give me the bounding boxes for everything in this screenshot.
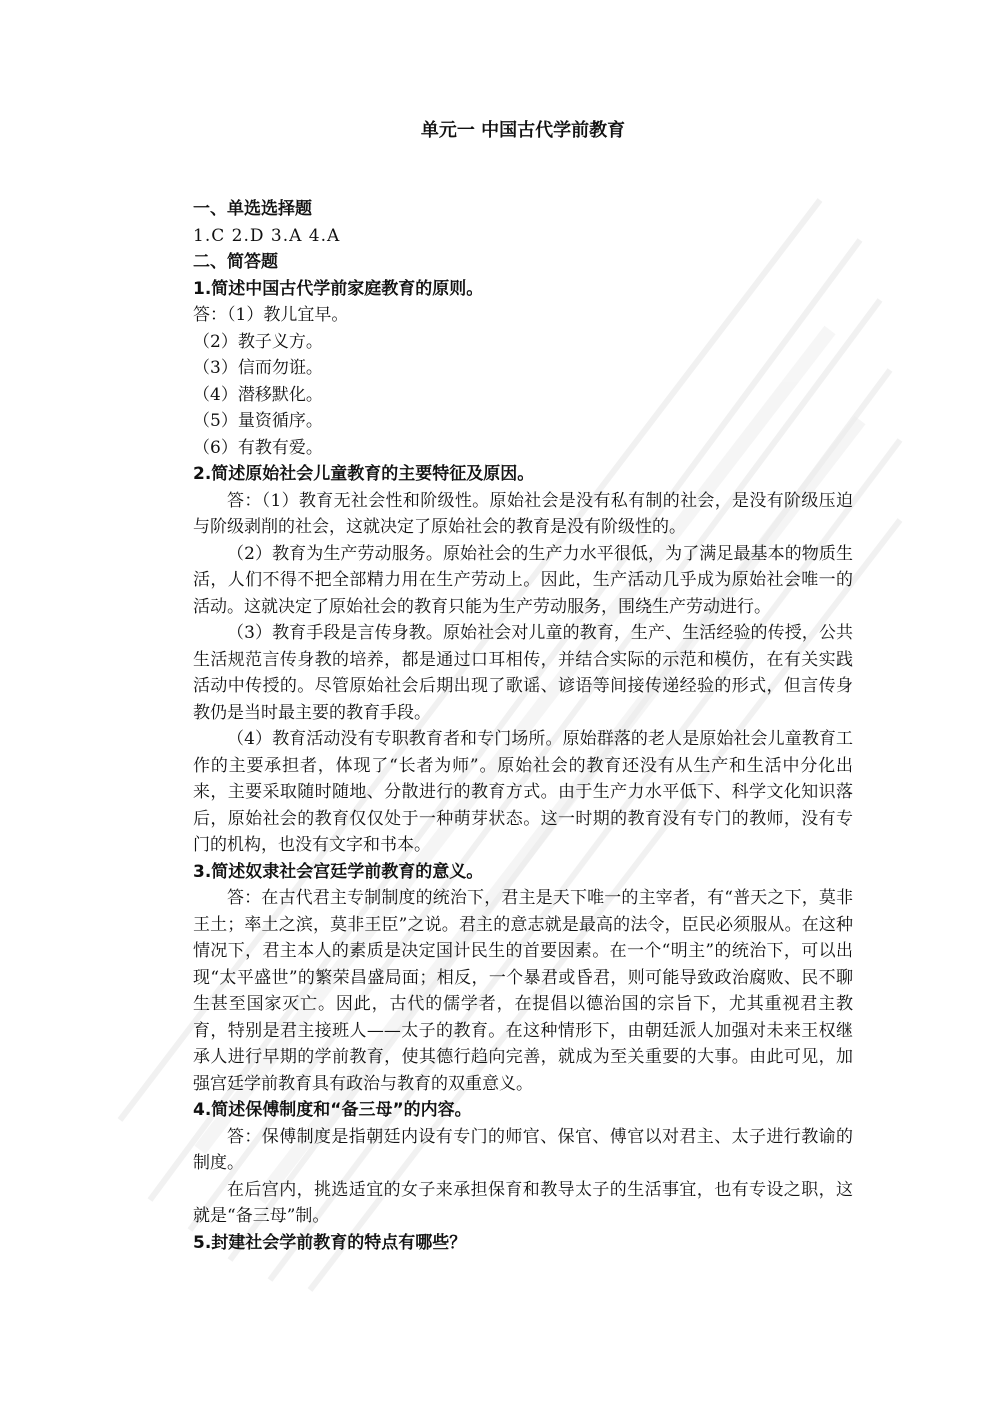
- question-5: 5.封建社会学前教育的特点有哪些？: [193, 1232, 467, 1253]
- choice-answers: 1.C 2.D 3.A 4.A: [193, 225, 341, 246]
- question-2: 2.简述原始社会儿童教育的主要特征及原因。: [193, 464, 535, 484]
- answer-2-paragraph: （2）教育为生产劳动服务。原始社会的生产力水平很低，为了满足最基本的物质生活，人们不得不把全部精力用在生产劳动上。因此，生产活动几乎成为原始社会唯一的活动。这就决定了原始社会的教育只能为生产劳动服务，围绕生产劳动进行。: [193, 543, 853, 617]
- question-3: 3.简述奴隶社会宫廷学前教育的意义。: [193, 861, 484, 882]
- answer-1-lead: 答：（1）教儿宜早。: [193, 305, 349, 325]
- answer-1-item: （5）量资循序。: [193, 411, 323, 431]
- answer-1-item: （4）潜移默化。: [193, 384, 323, 405]
- answer-4-paragraph: 答：保傅制度是指朝廷内设有专门的师官、保官、傅官以对君主、太子进行教谕的制度。: [193, 1126, 853, 1173]
- question-1: 1.简述中国古代学前家庭教育的原则。: [193, 278, 484, 299]
- answer-2-paragraph: （3）教育手段是言传身教。原始社会对儿童的教育，生产、生活经验的传授，公共生活规范言传身教的培养，都是通过口耳相传，并结合实际的示范和模仿，在有关实践活动中传授的。尽管原始社会后期出现了歌谣、谚语等间接传递经验的形式，但言传身教仍是当时最主要的教育手段。: [193, 623, 853, 723]
- answer-1-item: （2）教子义方。: [193, 331, 323, 352]
- answer-2-paragraph: 答：（1）教育无社会性和阶级性。原始社会是没有私有制的社会，是没有阶级压迫与阶级剥削的社会，这就决定了原始社会的教育是没有阶级性的。: [193, 490, 853, 537]
- question-4: 4.简述保傅制度和“备三母”的内容。: [193, 1100, 472, 1120]
- section1-heading: 一、单选选择题: [193, 199, 312, 219]
- answer-1-item: （3）信而勿诳。: [193, 358, 323, 378]
- answer-2-paragraph: （4）教育活动没有专职教育者和专门场所。原始群落的老人是原始社会儿童教育工作的主要承担者，体现了“长者为师”。原始社会的教育还没有从生产和生活中分化出来，主要采取随时随地、分散进行的教育方式。由于生产力水平低下、科学文化知识落后，原始社会的教育仅仅处于一种萌芽状态。这一时期的教育没有专门的教师，没有专门的机构，也没有文字和书本。: [193, 729, 853, 855]
- section2-heading: 二、简答题: [193, 252, 278, 272]
- page-title: 单元一 中国古代学前教育: [420, 120, 626, 141]
- document-content: [193, 118, 853, 1256]
- answer-3-paragraph: 答：在古代君主专制制度的统治下，君主是天下唯一的主宰者，有“普天之下，莫非王土；率土之滨，莫非王臣”之说。君主的意志就是最高的法令，臣民必须服从。在这种情况下，君主本人的素质是决定国计民生的首要因素。在一个“明主”的统治下，可以出现“太平盛世”的繁荣昌盛局面；相反，一个暴君或昏君，则可能导致政治腐败、民不聊生甚至国家灭亡。因此，古代的儒学者，在提倡以德治国的宗旨下，尤其重视君主教育，特别是君主接班人——太子的教育。在这种情形下，由朝廷派人加强对未来王权继承人进行早期的学前教育，使其德行趋向完善，就成为至关重要的大事。由此可见，加强宫廷学前教育具有政治与教育的双重意义。: [193, 888, 853, 1094]
- answer-1-item: （6）有教有爱。: [193, 437, 323, 458]
- answer-4-paragraph: 在后宫内，挑选适宜的女子来承担保育和教导太子的生活事宜，也有专设之职，这就是“备三母”制。: [193, 1179, 853, 1226]
